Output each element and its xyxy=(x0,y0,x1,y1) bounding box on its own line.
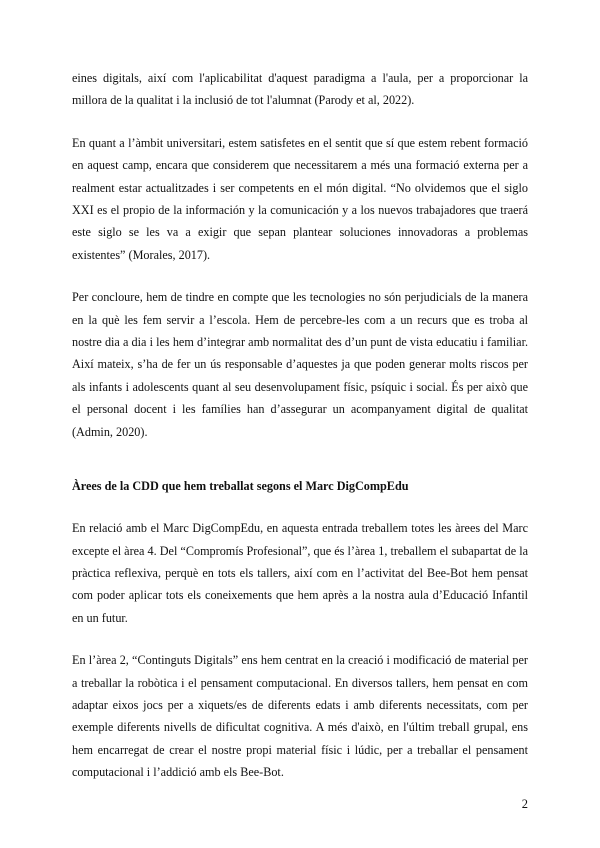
section-heading: Àrees de la CDD que hem treballat segons el Marc DigCompEdu xyxy=(72,479,409,494)
paragraph-intro-continuation: eines digitals, així com l'aplicabilitat d'aquest paradigma a l'aula, per a proporcionar la millora de la qualitat i la inclusió de tot l'alumnat (Parody et al, 2022). xyxy=(72,71,528,108)
paragraph-conclusion: Per concloure, hem de tindre en compte que les tecnologies no són perjudicials de la manera en la què les fem servir a l’escola. Hem de percebre-les com a un recurs que es troba al nostre dia a dia i les hem d’integrar amb normalitat des d’un punt de vista educatiu i familiar. Així mateix, s’ha de fer un ús responsable d’aquestes ja que poden generar molts riscos per als infants i adolescents quant al seu desenvolupament físic, psíquic i social. És per això que el personal docent i les famílies han d’assegurar un acompanyament digital de qualitat (Admin, 2020). xyxy=(72,290,528,439)
paragraph-university: En quant a l’àmbit universitari, estem satisfetes en el sentit que sí que estem rebent formació en aquest camp, encara que considerem que necessitarem a més una formació externa per a realment estar actualitzades i ser competents en el món digital. “No olvidemos que el siglo XXI es el propio de la información y la comunicación y a los nuevos trabajadores que traerá este siglo se les va a exigir que sepan plantear soluciones innovadoras a problemas existentes” (Morales, 2017). xyxy=(72,135,528,262)
page-number: 2 xyxy=(521,797,528,811)
paragraph-digcompedu-area2: En l’àrea 2, “Continguts Digitals” ens hem centrat en la creació i modificació de material per a treballar la robòtica i el pensament computacional. En diversos tallers, hem pensat en com adaptar eixos jocs per a xiquets/es de diferents edats i amb diferents necessitats, com per exemple diferents nivells de dificultat cognitiva. A més d'això, en l'últim treball grupal, ens hem encarregat de crear el nostre propi material físic i lúdic, per a treballar el pensament computacional i l’addició amb els Bee-Bot. xyxy=(72,653,528,780)
paragraph-digcompedu-area1: En relació amb el Marc DigCompEdu, en aquesta entrada treballem totes les àrees del Marc excepte el àrea 4. Del “Compromís Profesional”, que és l’àrea 1, treballem el subapartat de la pràctica reflexiva, perquè en tots els tallers, així com en l’activitat del Bee-Bot hem pensat com poder aplicar tots els coneixements que hem après a la nostra aula d’Educació Infantil en un futur. xyxy=(72,521,528,625)
